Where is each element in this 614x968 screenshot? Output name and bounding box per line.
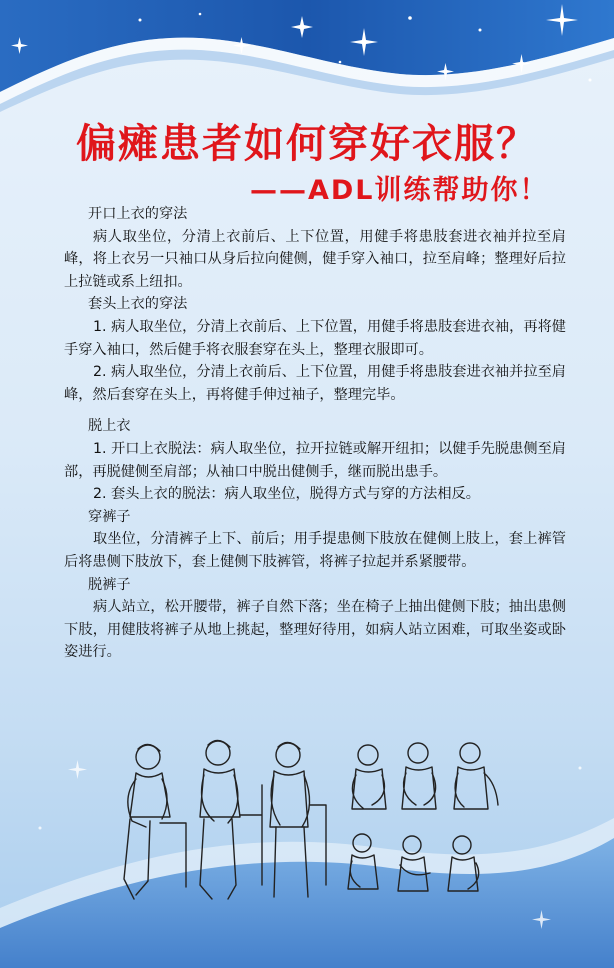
section-heading: 开口上衣的穿法	[88, 206, 188, 222]
section-paragraph: 1. 病人取坐位，分清上衣前后、上下位置，用健手将患肢套进衣袖，再将健手穿入袖口，然后健手将衣服套穿在头上，整理衣服即可。	[64, 318, 566, 358]
illustration-seated-trousers	[124, 744, 186, 899]
illustration-upper-garment-steps	[352, 743, 498, 809]
section-heading: 套头上衣的穿法	[88, 296, 188, 313]
section-heading: 脱上衣	[88, 418, 131, 435]
poster-subtitle: ——ADL训练帮助你！	[250, 175, 549, 206]
section-paragraph: 病人取坐位，分清上衣前后、上下位置，用健手将患肢套进衣袖并拉至肩峰，将上衣另一只袖口从身后拉向健侧，健手穿入袖口，拉至肩峰；整理好后拉上拉链或系上纽扣。	[64, 228, 566, 290]
illustration-lower-garment-steps	[348, 834, 479, 891]
illustration-seated-bending	[200, 740, 262, 899]
top-wave-decoration	[0, 0, 614, 120]
illustration-standing	[270, 742, 326, 897]
instructions-body	[64, 203, 566, 664]
section-heading: 脱裤子	[88, 576, 131, 593]
section-paragraph: 2. 套头上衣的脱法：病人取坐位，脱得方式与穿的方法相反。	[93, 486, 480, 503]
section-paragraph: 取坐位，分清裤子上下、前后；用手提患侧下肢放在健侧上肢上，套上裤管后将患侧下肢放下，套上健侧下肢裤管，将裤子拉起并系紧腰带。	[64, 531, 566, 570]
section-paragraph: 1. 开口上衣脱法：病人取坐位，拉开拉链或解开纽扣；以健手先脱患侧至肩部，再脱健侧至肩部；从袖口中脱出健侧手，继而脱出患手。	[64, 440, 566, 480]
poster-title: 偏瘫患者如何穿好衣服？	[76, 121, 538, 167]
section-paragraph: 病人站立，松开腰带，裤子自然下落；坐在椅子上抽出健侧下肢；抽出患侧下肢，用健肢将裤子从地上挑起，整理好待用，如病人站立困难，可取坐姿或卧姿进行。	[64, 599, 566, 661]
section-paragraph: 2. 病人取坐位，分清上衣前后、上下位置，用健手将患肢套进衣袖并拉至肩峰，然后套穿在头上，再将健手伸过袖子，整理完毕。	[64, 364, 566, 403]
dressing-illustrations	[100, 735, 520, 915]
section-heading: 穿裤子	[88, 508, 131, 525]
